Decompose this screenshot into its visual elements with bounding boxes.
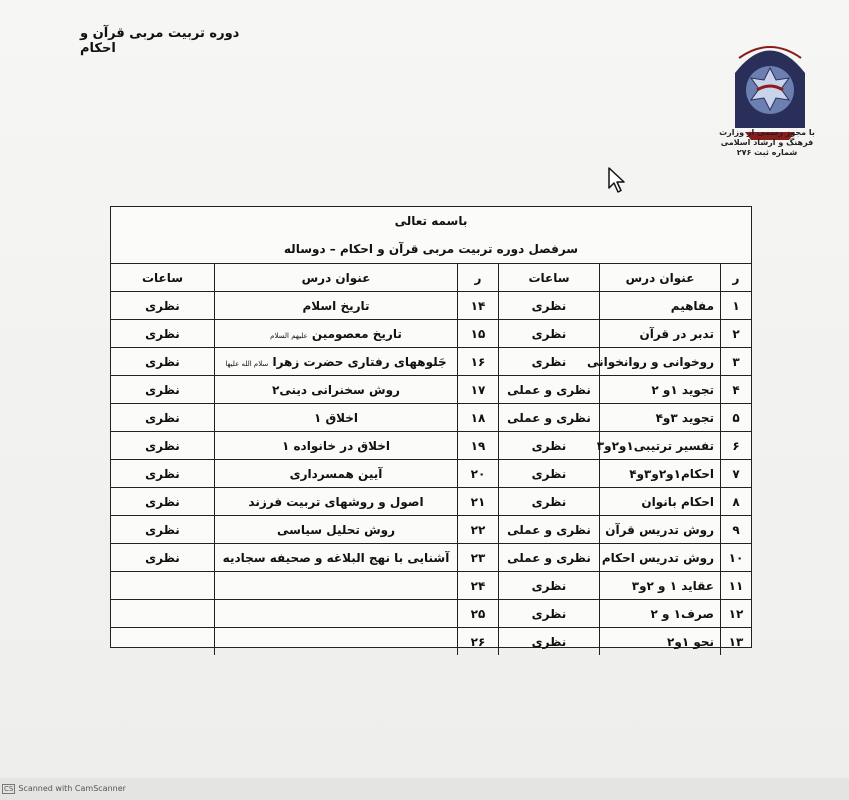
- table-header-row: [111, 264, 751, 292]
- course-title-text: احکام بانوان: [641, 494, 714, 509]
- course-hours-text: نظری: [531, 606, 567, 621]
- course-hours-2-text: نظری: [145, 494, 180, 509]
- table-row: [111, 628, 751, 656]
- row-number: [721, 600, 752, 628]
- row-number-2-text: ۲۳: [470, 550, 486, 565]
- course-hours-2: [111, 460, 215, 488]
- row-number-2-text: ۱۸: [470, 410, 486, 425]
- row-number: [721, 432, 752, 460]
- row-number-text: ۳: [732, 354, 740, 369]
- course-title-2: [215, 404, 458, 432]
- row-number-text: ۹: [732, 522, 740, 537]
- row-number: [721, 460, 752, 488]
- row-number: [721, 544, 752, 572]
- course-hours-text: نظری و عملی: [507, 410, 591, 425]
- row-number-text: ۶: [732, 438, 740, 453]
- logo-caption-line: شماره ثبت ۲۷۶: [736, 148, 798, 157]
- course-hours-2: [111, 544, 215, 572]
- course-title: [600, 628, 721, 656]
- row-number-text: ۱۲: [728, 606, 744, 621]
- column-header-title: عنوان درس: [600, 264, 721, 292]
- row-number-text: ۲: [732, 326, 740, 341]
- course-hours: [499, 516, 600, 544]
- row-number: [721, 516, 752, 544]
- row-number-2-text: ۱۵: [470, 326, 486, 341]
- table-row: [111, 544, 751, 572]
- course-title: [600, 320, 721, 348]
- row-number-2: [458, 460, 499, 488]
- row-number: [721, 292, 752, 320]
- table-row: [111, 404, 751, 432]
- row-number-text: ۱۰: [728, 550, 744, 565]
- document-title: دوره تربیت مربی قرآن و احکام: [80, 26, 240, 56]
- row-number-2-text: ۱۷: [470, 382, 486, 397]
- course-hours: [499, 404, 600, 432]
- course-hours-2-text: نظری: [145, 522, 180, 537]
- course-title-text: تجوید ۱و ۲: [651, 382, 714, 397]
- course-hours-text: نظری: [531, 326, 567, 341]
- row-number-text: ۴: [732, 382, 740, 397]
- row-number-text: ۸: [732, 494, 740, 509]
- table-row: [111, 376, 751, 404]
- row-number: [721, 488, 752, 516]
- row-number: [721, 320, 752, 348]
- course-hours-2-text: نظری: [145, 438, 180, 453]
- course-hours-2: [111, 320, 215, 348]
- course-title-2: [215, 376, 458, 404]
- course-title-2-text: اخلاق در خانواده ۱: [281, 438, 391, 453]
- course-hours: [499, 460, 600, 488]
- camscanner-badge: CS: [4, 785, 14, 793]
- honorific-suffix: علیهم السلام: [270, 331, 308, 340]
- course-table: [111, 264, 751, 655]
- table-row: [111, 516, 751, 544]
- course-hours: [499, 600, 600, 628]
- table-row: [111, 460, 751, 488]
- course-hours-text: نظری: [531, 578, 567, 593]
- column-header-title-2: عنوان درس: [215, 264, 458, 292]
- logo-caption-line: فرهنگ و ارشاد اسلامی: [720, 138, 814, 147]
- row-number-2: [458, 544, 499, 572]
- mouse-pointer-icon: [607, 166, 627, 194]
- table-row: [111, 600, 751, 628]
- course-title-text: روش تدریس قرآن: [605, 522, 714, 537]
- course-hours-text: نظری: [531, 634, 567, 649]
- course-title: [586, 348, 721, 376]
- row-number-2-text: ۲۰: [470, 466, 486, 481]
- course-hours: [499, 376, 600, 404]
- row-number-2: [458, 516, 499, 544]
- row-number-2: [458, 572, 499, 600]
- course-hours-2: [111, 404, 215, 432]
- course-hours: [499, 628, 600, 656]
- row-number: [721, 404, 752, 432]
- column-header-hours: ساعات: [499, 264, 600, 292]
- curriculum-table: [110, 206, 752, 648]
- row-number-2: [458, 348, 499, 376]
- scanner-footer-band: [0, 778, 849, 800]
- table-heading: باسمه تعالی: [394, 214, 468, 228]
- row-number: [721, 348, 752, 376]
- course-title-2: [215, 432, 458, 460]
- row-number-2-text: ۲۴: [470, 578, 486, 593]
- course-title-text: عقاید ۱ و ۲و۳: [631, 578, 714, 593]
- course-title-2: [215, 460, 458, 488]
- course-title-2-text: تاریخ معصومین: [311, 326, 402, 341]
- course-title-2-text: اصول و روشهای تربیت فرزند: [248, 494, 424, 509]
- course-hours: [499, 544, 600, 572]
- course-title: [600, 600, 721, 628]
- row-number-text: ۱۳: [728, 634, 744, 649]
- course-title-text: تدبر در قرآن: [639, 326, 714, 341]
- course-title: [600, 404, 721, 432]
- course-hours-text: نظری: [531, 354, 567, 369]
- course-title: [600, 572, 721, 600]
- table-row: [111, 320, 751, 348]
- camscanner-text: Scanned with CamScanner: [18, 784, 126, 793]
- course-hours-text: نظری و عملی: [507, 522, 591, 537]
- course-title: [600, 376, 721, 404]
- row-number-2: [458, 376, 499, 404]
- course-hours-text: نظری: [531, 298, 567, 313]
- course-title-text: تجوید ۳و۴: [655, 410, 714, 425]
- honorific-suffix: سلام الله علیها: [225, 359, 269, 368]
- course-hours-2-text: نظری: [145, 410, 180, 425]
- course-title-2-text: جَلوههای رفتاری حضرت زهرا: [272, 354, 447, 369]
- row-number-2-text: ۱۶: [470, 354, 486, 369]
- row-number-2: [458, 432, 499, 460]
- course-title-2-text: آشنایی با نهج البلاغه و صحیفه سجادیه: [222, 550, 450, 565]
- logo-caption-line: با مجوز رسمی از وزارت: [719, 128, 815, 137]
- row-number-2-text: ۲۲: [470, 522, 486, 537]
- course-hours-2: [111, 600, 215, 628]
- table-row: [111, 292, 751, 320]
- course-hours-text: نظری: [531, 494, 567, 509]
- course-title: [600, 488, 721, 516]
- row-number: [721, 376, 752, 404]
- course-title-2: [215, 544, 458, 572]
- row-number-text: ۱: [732, 298, 740, 313]
- course-hours-text: نظری و عملی: [507, 550, 591, 565]
- course-title-2-text: اخلاق ۱: [313, 410, 359, 425]
- course-hours: [499, 292, 600, 320]
- course-hours: [499, 348, 600, 376]
- table-row: [111, 572, 751, 600]
- course-title-text: روش تدریس احکام: [601, 550, 714, 565]
- course-title-2: [215, 600, 458, 628]
- course-hours-2: [111, 516, 215, 544]
- course-hours: [499, 320, 600, 348]
- course-hours-2: [111, 488, 215, 516]
- table-subheading: سرفصل دوره تربیت مربی قرآن و احکام – دوساله: [111, 235, 751, 264]
- course-title-2-text: آیین همسرداری: [289, 466, 383, 481]
- course-title-2-text: روش سخنرانی دینی۲: [272, 382, 400, 397]
- course-title: [596, 432, 721, 460]
- course-hours: [499, 572, 600, 600]
- column-header-hours-2: ساعات: [111, 264, 215, 292]
- course-hours-2-text: نظری: [145, 466, 180, 481]
- row-number-2: [458, 320, 499, 348]
- course-hours-2: [111, 348, 215, 376]
- row-number-text: ۱۱: [728, 578, 744, 593]
- course-title-text: احکام۱و۲و۳و۴: [629, 466, 714, 481]
- course-title-2: [215, 292, 458, 320]
- row-number-2-text: ۱۹: [470, 438, 486, 453]
- course-title-2: [215, 348, 458, 376]
- course-hours-2-text: نظری: [145, 326, 180, 341]
- column-header-number-2: ر: [458, 264, 499, 292]
- course-hours-2-text: نظری: [145, 298, 180, 313]
- course-hours-2: [111, 572, 215, 600]
- course-title-text: مفاهیم: [670, 298, 714, 313]
- row-number-2-text: ۲۱: [470, 494, 486, 509]
- course-title-2: [215, 628, 458, 656]
- course-hours-2: [111, 376, 215, 404]
- course-title-2-text: تاریخ اسلام: [302, 298, 370, 313]
- course-hours-2: [111, 292, 215, 320]
- table-row: [111, 432, 751, 460]
- row-number-2: [458, 600, 499, 628]
- course-hours-2: [111, 628, 215, 656]
- course-hours-2-text: نظری: [145, 382, 180, 397]
- course-title-2-text: روش تحلیل سیاسی: [276, 522, 396, 537]
- course-title-2: [215, 320, 458, 348]
- course-hours-2-text: نظری: [145, 354, 180, 369]
- row-number-2: [458, 404, 499, 432]
- course-hours-2-text: نظری: [145, 550, 180, 565]
- course-hours: [499, 488, 600, 516]
- table-row: [111, 488, 751, 516]
- row-number: [721, 572, 752, 600]
- course-title: [600, 460, 721, 488]
- course-hours-text: نظری: [531, 438, 567, 453]
- course-hours: [499, 432, 600, 460]
- row-number-text: ۵: [732, 410, 740, 425]
- row-number-2: [458, 628, 499, 656]
- course-hours-text: نظری: [531, 466, 567, 481]
- scanner-watermark: [2, 784, 126, 794]
- course-title-2: [215, 516, 458, 544]
- row-number-2-text: ۲۵: [470, 606, 486, 621]
- row-number-2-text: ۱۴: [470, 298, 486, 313]
- row-number-2: [458, 488, 499, 516]
- row-number-2-text: ۲۶: [470, 634, 486, 649]
- course-title: [600, 516, 721, 544]
- table-row: [111, 348, 751, 376]
- logo-caption: [707, 128, 827, 158]
- course-hours-2: [111, 432, 215, 460]
- column-header-number: ر: [721, 264, 752, 292]
- course-hours-text: نظری و عملی: [507, 382, 591, 397]
- row-number: [721, 628, 752, 656]
- course-title-2: [215, 488, 458, 516]
- course-title-2: [215, 572, 458, 600]
- course-title: [600, 292, 721, 320]
- course-title-text: تفسیر ترتیبی۱و۲و۳: [596, 438, 714, 453]
- course-title-text: روخوانی و روانخوانی: [586, 354, 714, 369]
- course-title: [600, 544, 721, 572]
- course-title-text: نحو ۱و۲: [667, 634, 714, 649]
- course-title-text: صرف۱ و ۲: [650, 606, 714, 621]
- row-number-2: [458, 292, 499, 320]
- row-number-text: ۷: [732, 466, 740, 481]
